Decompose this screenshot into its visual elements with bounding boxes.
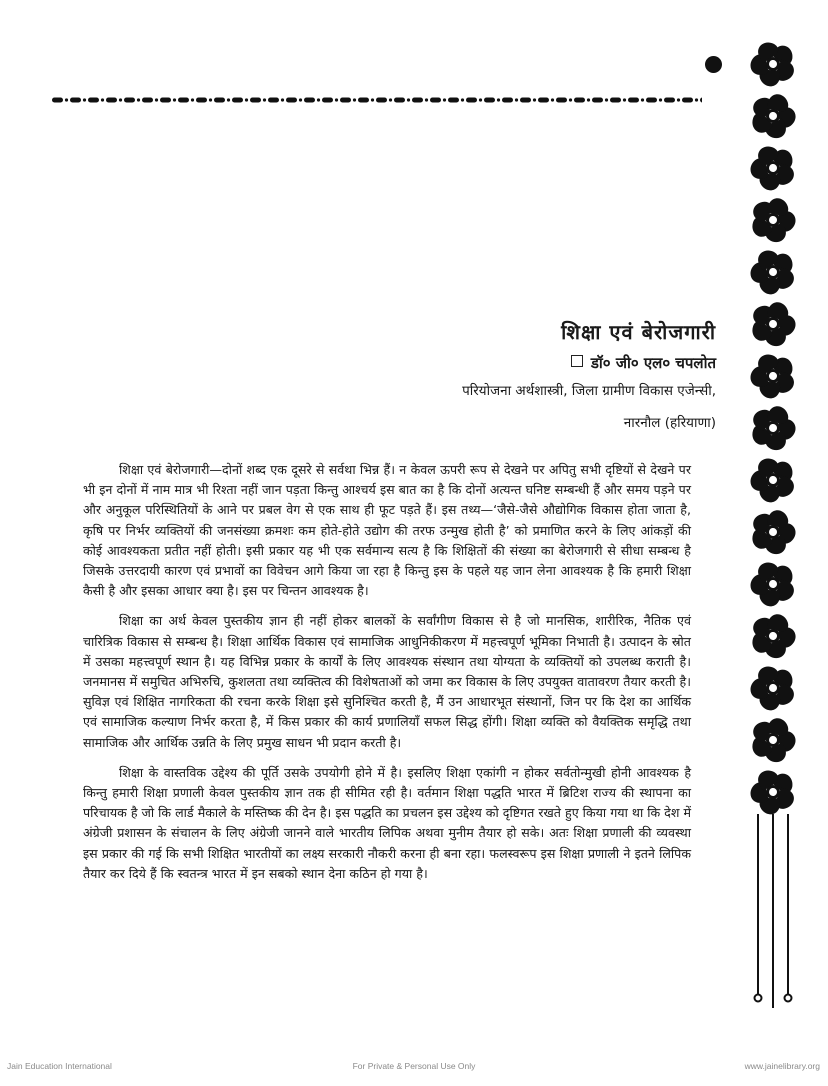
square-bullet-icon xyxy=(571,355,583,367)
article-title: शिक्षा एवं बेरोजगारी xyxy=(561,320,716,344)
author-line xyxy=(462,352,716,374)
footer-publisher: Jain Education International xyxy=(7,1061,112,1071)
paragraph: शिक्षा एवं बेरोजगारी—दोनों शब्द एक दूसरे से सर्वथा भिन्न हैं। न केवल ऊपरी रूप से देखने पर अपितु सभी दृष्टियों से देखने पर भी इन दोनों में नाम मात्र भी रिश्ता नहीं जान पड़ता किन्तु आश्चर्य इस बात का है कि दोनों अत्यन्त घनिष्ट सम्बन्धी हैं और समय पड़ने पर और अनुकूल परिस्थितियों के आने पर प्रबल वेग से एक साथ ही फूट पड़ते हैं। इस तथ्य—‘जैसे-जैसे औद्योगिक विकास होता जाता है, कृषि पर निर्भर व्यक्तियों की जनसंख्या क्रमशः कम होते-होते उद्योग की तरफ उन्मुख होती है’ को प्रमाणित करने के लिए आंकड़ों की कोई आवश्यकता प्रतीत नहीं होती। इसी प्रकार यह भी एक सर्वमान्य सत्य है कि शिक्षितों की संख्या का बेरोजगारी से सीधा सम्बन्ध है जिसके उत्तरदायी कारण एवं प्रभावों का विवेचन आगे किया जा रहा है किन्तु इस के पहले यह जान लेना आवश्यक है कि हमारी शिक्षा कैसी है और इसका आधार क्या है। इस पर चिन्तन आवश्यक है। xyxy=(83,462,691,599)
paragraph: शिक्षा का अर्थ केवल पुस्तकीय ज्ञान ही नहीं होकर बालकों के सर्वांगीण विकास से है जो मानसिक, शारीरिक, नैतिक एवं चारित्रिक विकास से सम्बन्ध है। शिक्षा आर्थिक विकास एवं सामाजिक आधुनिकीकरण में महत्त्वपूर्ण भूमिका निभाती है। उत्पादन के स्रोत में उसका महत्त्वपूर्ण स्थान है। यह विभिन्न प्रकार के कार्यों के लिए आवश्यक संस्थान तथा योग्यता के व्यक्तियों को उपलब्ध कराती है। जनमानस में समुचित अभिरुचि, कुशलता तथा व्यक्तित्व की विशेषताओं को जमा कर विकास के लिए उपयुक्त वातावरण तैयार करती है। सुविज्ञ एवं शिक्षित नागरिकता की रचना करके शिक्षा इसे सुनिश्चित करती है, मैं उन आधारभूत संस्थानों, जिन पर कि देश का आर्थिक एवं सामाजिक कल्याण निर्भर करता है, में किस प्रकार की कार्य प्रणालियाँ सफल सिद्ध होंगी। शिक्षा व्यक्ति को वैयक्तिक समृद्धि तथा सामाजिक और आर्थिक उन्नति के लिए प्रमुख साधन भी प्रदान करती है। xyxy=(83,613,691,750)
footer-usage-note: For Private & Personal Use Only xyxy=(352,1061,476,1071)
paragraph: शिक्षा के वास्तविक उद्देश्य की पूर्ति उसके उपयोगी होने में है। इसलिए शिक्षा एकांगी न होकर सर्वतोन्मुखी होनी आवश्यक है किन्तु हमारी शिक्षा प्रणाली केवल पुस्तकीय ज्ञान तक ही सीमित रही है। वर्तमान शिक्षा पद्धति भारत में ब्रिटिश राज्य की स्थापना का परिचायक है जो कि लार्ड मैकाले के मस्तिष्क की देन है। इस पद्धति का प्रचलन इस उद्देश्य को दृष्टिगत रखते हुए किया गया था कि देश में अंग्रेजी प्रशासन के संचालन के लिए अंग्रेजी जानने वाले भारतीय लिपिक अथवा मुनीम तैयार हो सके। अतः शिक्षा प्रणाली की व्यवस्था इस प्रकार की गई कि सभी शिक्षित भारतीयों का लक्ष्य सरकारी नौकरी करना ही बना रहा। फलस्वरूप इस शिक्षा प्रणाली ने इतने लिपिक तैयार कर दिये हैं कि स्वतन्त्र भारत में इन सबको स्थान देना कठिन हो गया है। xyxy=(83,764,692,881)
dash-dot-rule xyxy=(52,95,702,105)
author-affiliation: परियोजना अर्थशास्त्री, जिला ग्रामीण विकास एजेन्सी, xyxy=(462,383,716,399)
page-footer xyxy=(0,1061,828,1077)
footer-website: www.jainelibrary.org xyxy=(744,1061,820,1071)
ornament-dot xyxy=(705,56,722,73)
author-location: नारनौल (हरियाणा) xyxy=(623,415,716,431)
paisley-ornament-border xyxy=(738,38,808,1008)
article-body xyxy=(83,460,691,894)
article-heading xyxy=(462,318,716,434)
author-name: डॉ० जी० एल० चपलोत xyxy=(590,354,716,372)
